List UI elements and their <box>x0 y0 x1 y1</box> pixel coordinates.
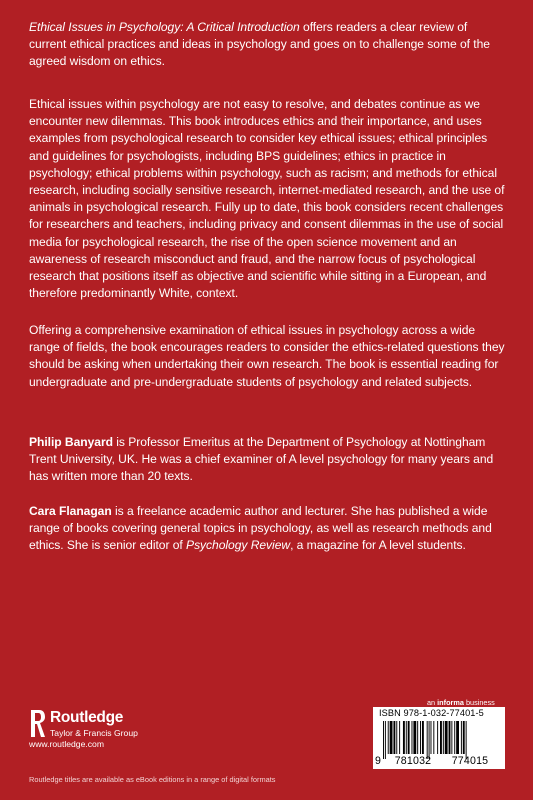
routledge-r-icon <box>29 709 46 739</box>
publisher-group: Taylor & Francis Group <box>50 728 138 738</box>
ebook-footnote: Routledge titles are available as eBook editions in a range of digital formats <box>29 775 276 784</box>
book-title: Ethical Issues in Psychology: A Critical Introduction <box>29 20 300 34</box>
barcode-digits-left: 781032 <box>394 755 432 767</box>
barcode-digits <box>375 755 499 767</box>
informa-brand: informa <box>437 698 464 707</box>
magazine-title: Psychology Review <box>186 538 291 553</box>
isbn-barcode <box>373 707 505 769</box>
author-bio-text-end: , a magazine for A level students. <box>290 538 466 553</box>
description-paragraph <box>29 96 507 302</box>
publisher-name: Routledge <box>50 709 124 726</box>
informa-tagline: an informa business <box>427 698 495 707</box>
publisher-website[interactable]: www.routledge.com <box>29 739 104 749</box>
audience-text: Offering a comprehensive examination of ethical issues in psychology across a wide range of fields, the book encourages readers to consider the ethics-related questions they should be asking when undertaking their own research. The book is essential reading for undergraduate and pre-undergraduate students of psychology and related subjects. <box>29 323 505 389</box>
barcode-bars <box>379 721 499 759</box>
author-bio-text: is Professor Emeritus at the Department of Psychology at Nottingham Trent University, UK. He was a chief examiner of A level psychology for many years and has written more than 20 texts. <box>29 435 494 484</box>
barcode-digits-right: 774015 <box>451 755 489 767</box>
author-bio-banyard <box>29 434 507 486</box>
author-name: Cara Flanagan <box>29 504 112 518</box>
audience-paragraph <box>29 322 507 391</box>
intro-text: offers readers a clear review of current ethical practices and ideas in psychology and goes on to challenge some of the agreed wisdom on ethics. <box>29 20 490 69</box>
isbn-label: ISBN 978-1-032-77401-5 <box>379 708 484 718</box>
intro-paragraph <box>29 19 507 71</box>
author-bio-text: is a freelance academic author and lecturer. She has published a wide range of books covering general topics in psychology, as well as research methods and ethics. She is senior editor of <box>29 504 492 553</box>
author-name: Philip Banyard <box>29 435 113 449</box>
author-bio-flanagan <box>29 503 507 555</box>
description-text: Ethical issues within psychology are not easy to resolve, and debates continue as we encounter new dilemmas. This book introduces ethics and their importance, and uses examples from psychological research to consider key ethical issues; ethical principles and guidelines for psychologists, including BPS guidelines; ethics in practice in psychology; ethical problems within psychology, such as racism; and methods for ethical research, including socially sensitive research, internet-mediated research, and the use of animals in psychological research. Fully up to date, this book considers recent challenges for researchers and teachers, including privacy and consent dilemmas in the use of social media for psychological research, the rise of the open science movement and an awareness of research misconduct and fraud, and the narrow focus of psychological research that positions itself as objective and scientific while sitting in a European, and therefore predominantly White, context. <box>29 97 505 301</box>
barcode-digit-first: 9 <box>375 755 382 767</box>
publisher-logo <box>29 709 209 759</box>
